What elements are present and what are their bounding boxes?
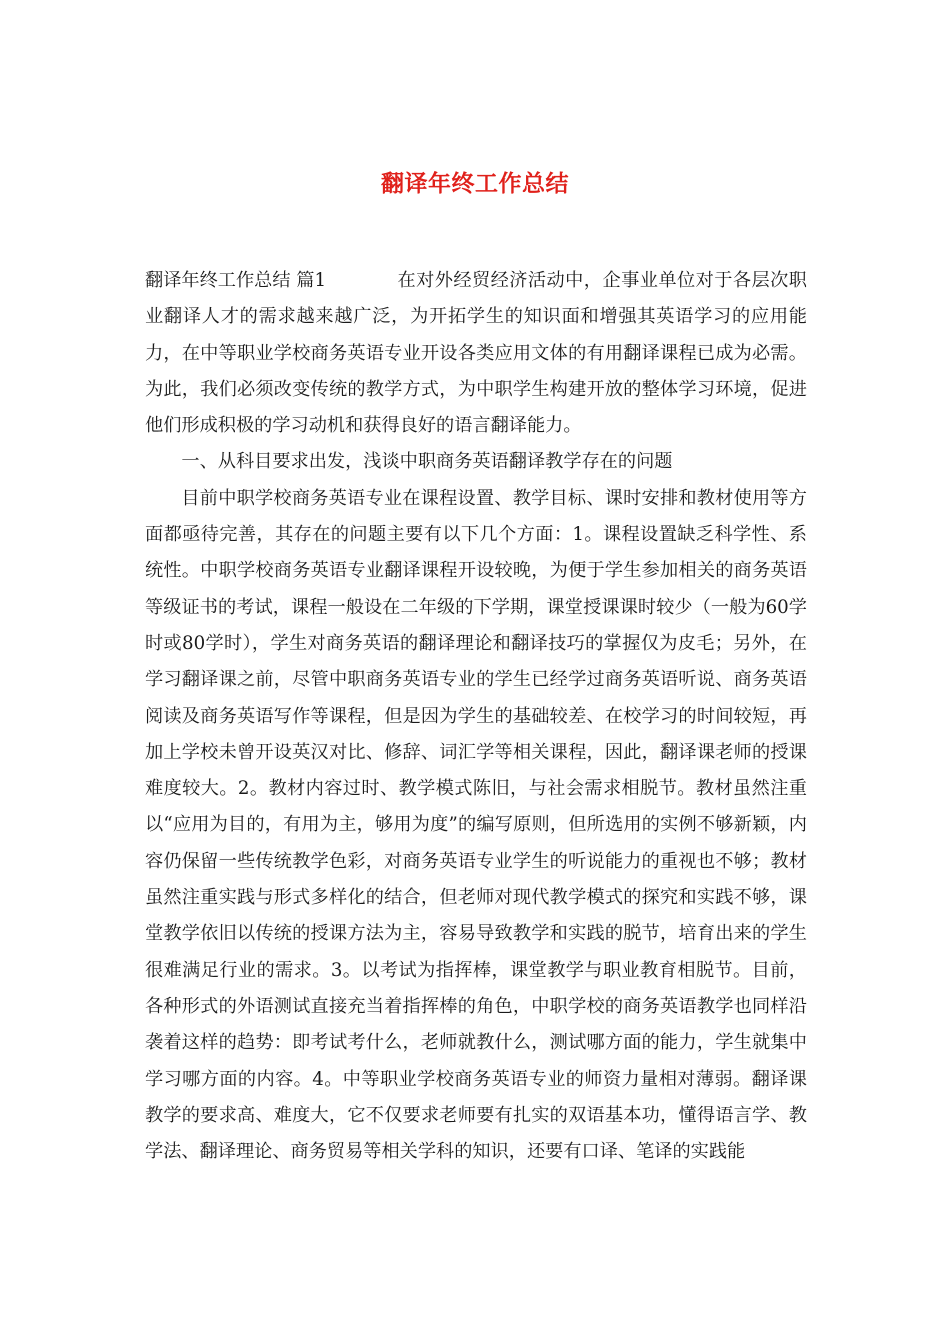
document-title: 翻译年终工作总结 xyxy=(381,170,569,198)
document-body xyxy=(145,263,807,1170)
intro-paragraph xyxy=(145,263,807,444)
article-label: 翻译年终工作总结 篇1 xyxy=(145,270,327,291)
section-heading: 一、从科目要求出发，浅谈中职商务英语翻译教学存在的问题 xyxy=(181,451,673,473)
intro-text: 在对外经贸经济活动中，企事业单位对于各层次职业翻译人才的需求越来越广泛，为开拓学生的知识面和增强其英语学习的应用能力，在中等职业学校商务英语专业开设各类应用文体的有用翻译课程已成为必需。为此，我们必须改变传统的教学方式，为中职学生构建开放的整体学习环境，促进他们形成积极的学习动机和获得良好的语言翻译能力。 xyxy=(145,270,807,437)
body-paragraph: 目前中职学校商务英语专业在课程设置、教学目标、课时安排和教材使用等方面都亟待完善，其存在的问题主要有以下几个方面：1。课程设置缺乏科学性、系统性。中职学校商务英语专业翻译课程开设较晚，为便于学生参加相关的商务英语等级证书的考试，课程一般设在二年级的下学期，课堂授课课时较少（一般为60学时或80学时），学生对商务英语的翻译理论和翻译技巧的掌握仅为皮毛；另外，在学习翻译课之前，尽管中职商务英语专业的学生已经学过商务英语听说、商务英语阅读及商务英语写作等课程，但是因为学生的基础较差、在校学习的时间较短，再加上学校未曾开设英汉对比、修辞、词汇学等相关课程，因此，翻译课老师的授课难度较大。2。教材内容过时、教学模式陈旧，与社会需求相脱节。教材虽然注重以“应用为目的，有用为主，够用为度”的编写原则，但所选用的实例不够新颖，内容仍保留一些传统教学色彩，对商务英语专业学生的听说能力的重视也不够；教材虽然注重实践与形式多样化的结合，但老师对现代教学模式的探究和实践不够，课堂教学依旧以传统的授课方法为主，容易导致教学和实践的脱节，培育出来的学生很难满足行业的需求。3。以考试为指挥棒，课堂教学与职业教育相脱节。目前，各种形式的外语测试直接充当着指挥棒的角色，中职学校的商务英语教学也同样沿袭着这样的趋势：即考试考什么，老师就教什么，测试哪方面的能力，学生就集中学习哪方面的内容。4。中等职业学校商务英语专业的师资力量相对薄弱。翻译课教学的要求高、难度大，它不仅要求老师要有扎实的双语基本功，懂得语言学、教学法、翻译理论、商务贸易等相关学科的知识，还要有口译、笔译的实践能 xyxy=(145,487,807,1163)
